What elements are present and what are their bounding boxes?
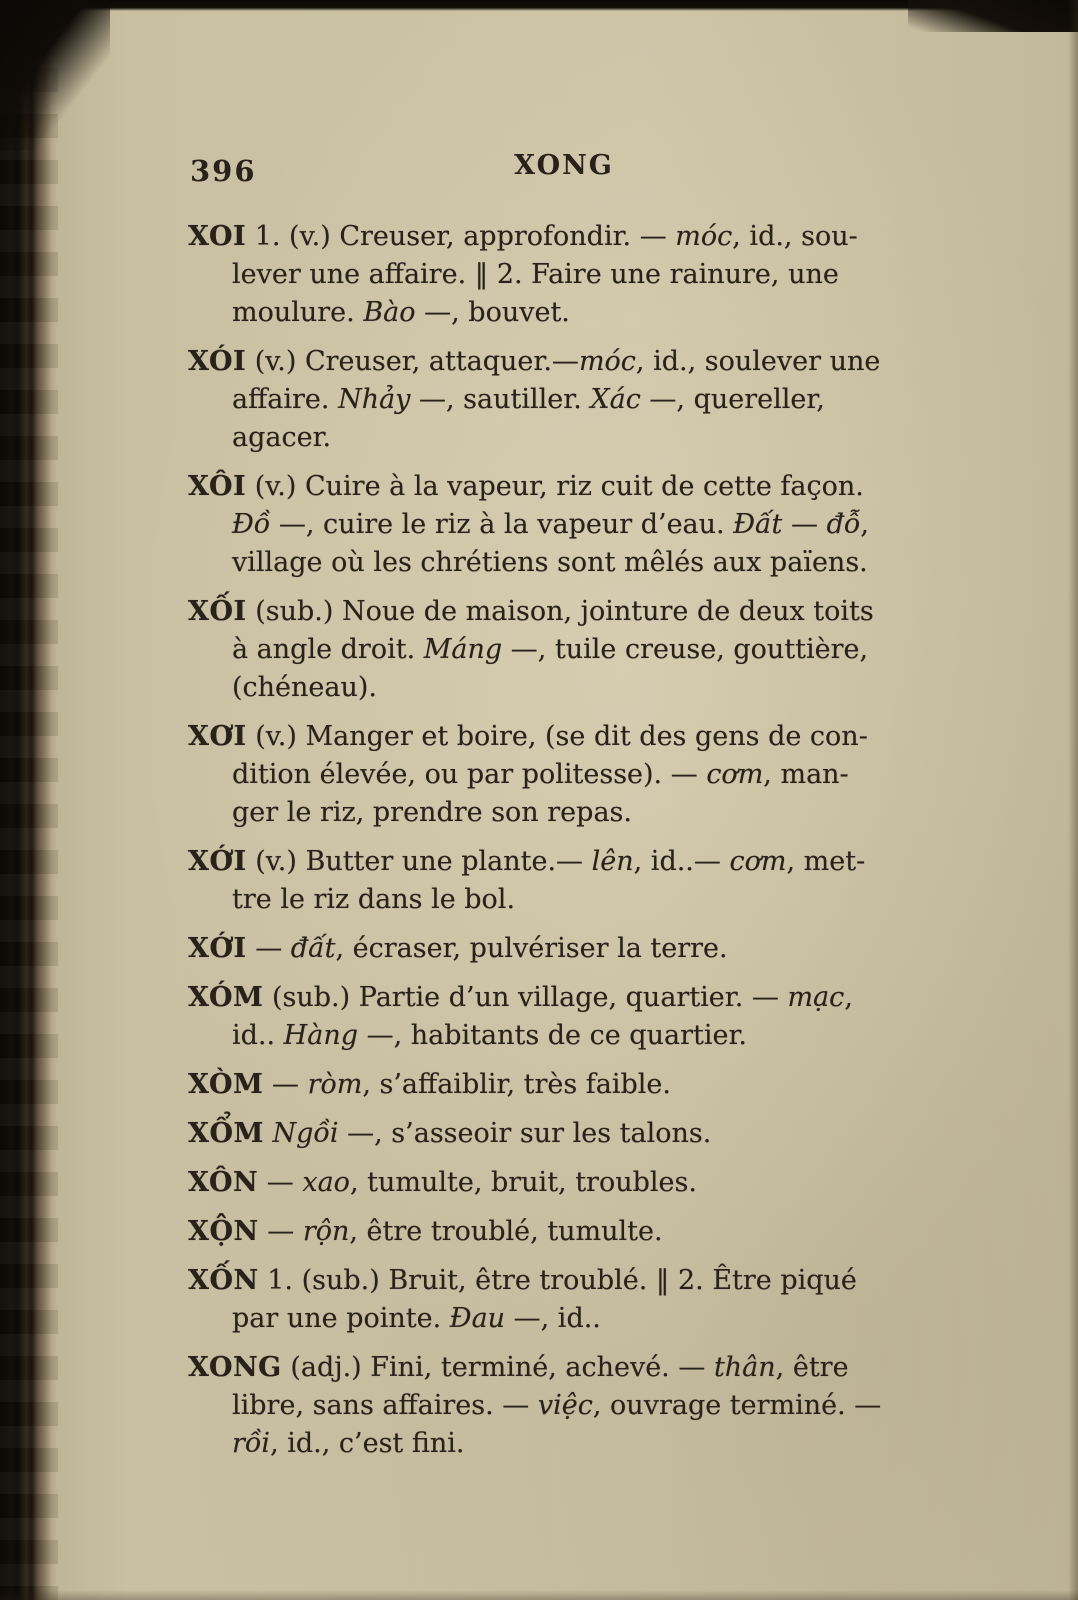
headword: XỚI [188,933,247,964]
definition-text: , met- [786,846,866,877]
vietnamese-term: cơm [729,846,787,877]
headword: XÔI [188,471,247,502]
scan-edge-top-left [0,0,110,150]
definition-text: affaire. [232,384,339,415]
page-number: 396 [190,154,257,188]
running-header: XONG [514,150,614,181]
page-content [188,148,1000,1474]
definition-text: 1. (sub.) Bruit, être troublé. ‖ 2. Être piqué [258,1265,857,1296]
definition-text: , être [775,1352,849,1383]
vietnamese-term: Máng [423,634,503,665]
definition-text: moulure. [232,297,364,328]
definition-text: (sub.) Partie d’un village, quartier. — [263,982,788,1013]
dictionary-entry [188,1164,1000,1202]
definition-text: , id., soulever une [635,346,881,377]
definition-text: —, sautiller. [410,384,591,415]
dictionary-entry [188,1213,1000,1251]
vietnamese-term: Bào [363,297,416,328]
headword: XÓM [188,982,264,1013]
scan-edge-right [1068,0,1078,1600]
definition-text: (chéneau). [232,672,377,703]
vietnamese-term: móc [675,221,733,252]
entries [188,218,1000,1463]
dictionary-entry [188,930,1000,968]
definition-text: libre, sans affaires. — [232,1390,538,1421]
definition-text: (v.) Manger et boire, (se dit des gens de con- [246,721,868,752]
dictionary-entry [188,1262,1000,1338]
definition-text: — [258,1167,303,1198]
definition-text: — [782,509,827,540]
definition-text: —, cuire le riz à la vapeur d’eau. [270,509,734,540]
definition-text: , [844,982,853,1013]
dictionary-entry [188,343,1000,457]
scan-edge-bottom [0,1590,1078,1600]
definition-text: 1. (v.) Creuser, approfondir. — [246,221,676,252]
definition-text: , [860,509,869,540]
vietnamese-term: đất [290,933,336,964]
definition-text: — [258,1216,303,1247]
vietnamese-term: mạc [787,982,845,1013]
headword: XỔM [188,1118,264,1149]
definition-text: (v.) Cuire à la vapeur, riz cuit de cette façon. [246,471,864,502]
dictionary-entry [188,718,1000,832]
definition-text: , id..— [633,846,730,877]
definition-text: , tumulte, bruit, troubles. [349,1167,697,1198]
definition-text: village où les chrétiens sont mêlés aux païens. [232,547,868,578]
vietnamese-term: Xác [590,384,641,415]
vietnamese-term: Đau [449,1303,506,1334]
vietnamese-term: Nhảy [338,384,411,415]
headword: XỐI [188,596,247,627]
definition-text: , écraser, pulvériser la terre. [335,933,728,964]
vietnamese-term: thân [713,1352,776,1383]
headword: XÔN [188,1167,259,1198]
definition-text: , man- [763,759,849,790]
headword: XỘN [188,1216,259,1247]
definition-text: tre le riz dans le bol. [232,884,516,915]
definition-text: —, habitants de ce quartier. [358,1020,747,1051]
vietnamese-term: Đất [733,509,783,540]
definition-text: (sub.) Noue de maison, jointure de deux toits [246,596,874,627]
definition-text: , id., sou- [732,221,858,252]
vietnamese-term: Ngồi [272,1118,339,1149]
definition-text: dition élevée, ou par politesse). — [232,759,707,790]
definition-text: —, quereller, [640,384,825,415]
definition-text: —, tuile creuse, gouttière, [502,634,869,665]
definition-text: (v.) Creuser, attaquer.— [246,346,579,377]
headword: XƠI [188,721,247,752]
dictionary-entry [188,843,1000,919]
dictionary-entry [188,979,1000,1055]
vietnamese-term: xao [302,1167,350,1198]
vietnamese-term: Đồ [232,509,271,540]
vietnamese-term: Hàng [283,1020,358,1051]
definition-text: agacer. [232,422,332,453]
vietnamese-term: móc [578,346,636,377]
dictionary-entry [188,468,1000,582]
definition-text: par une pointe. [232,1303,450,1334]
definition-text: à angle droit. [232,634,424,665]
vietnamese-term: việc [537,1390,593,1421]
definition-text: , être troublé, tumulte. [349,1216,663,1247]
vietnamese-term: đỗ [826,509,861,540]
headword: XỐN [188,1265,259,1296]
definition-text: — [246,933,291,964]
definition-text: ger le riz, prendre son repas. [232,797,632,828]
headword: XÒM [188,1069,264,1100]
dictionary-entry [188,1349,1000,1463]
vietnamese-term: rồi [232,1428,271,1459]
headword: XỚI [188,846,247,877]
definition-text: —, bouvet. [415,297,570,328]
definition-text: (v.) Butter une plante.— [246,846,592,877]
page-header-row [188,148,1000,192]
vietnamese-term: lên [591,846,634,877]
definition-text: , ouvrage terminé. — [592,1390,882,1421]
dictionary-entry [188,1115,1000,1153]
definition-text: , s’affaiblir, très faible. [362,1069,671,1100]
definition-text: —, s’asseoir sur les talons. [338,1118,712,1149]
vietnamese-term: rộn [302,1216,350,1247]
headword: XONG [188,1352,282,1383]
definition-text: (adj.) Fini, terminé, achevé. — [281,1352,714,1383]
definition-text: , id., c’est fini. [270,1428,465,1459]
definition-text: — [263,1069,308,1100]
book-spine-shadow [0,0,58,1600]
dictionary-entry [188,218,1000,332]
vietnamese-term: ròm [307,1069,363,1100]
headword: XÓI [188,346,247,377]
definition-text: —, id.. [505,1303,601,1334]
headword: XOI [188,221,247,252]
dictionary-entry [188,1066,1000,1104]
definition-text: id.. [232,1020,284,1051]
dictionary-entry [188,593,1000,707]
vietnamese-term: cơm [706,759,764,790]
definition-text: lever une affaire. ‖ 2. Faire une rainure, une [232,259,839,290]
scan-edge-top-right [908,0,1078,32]
